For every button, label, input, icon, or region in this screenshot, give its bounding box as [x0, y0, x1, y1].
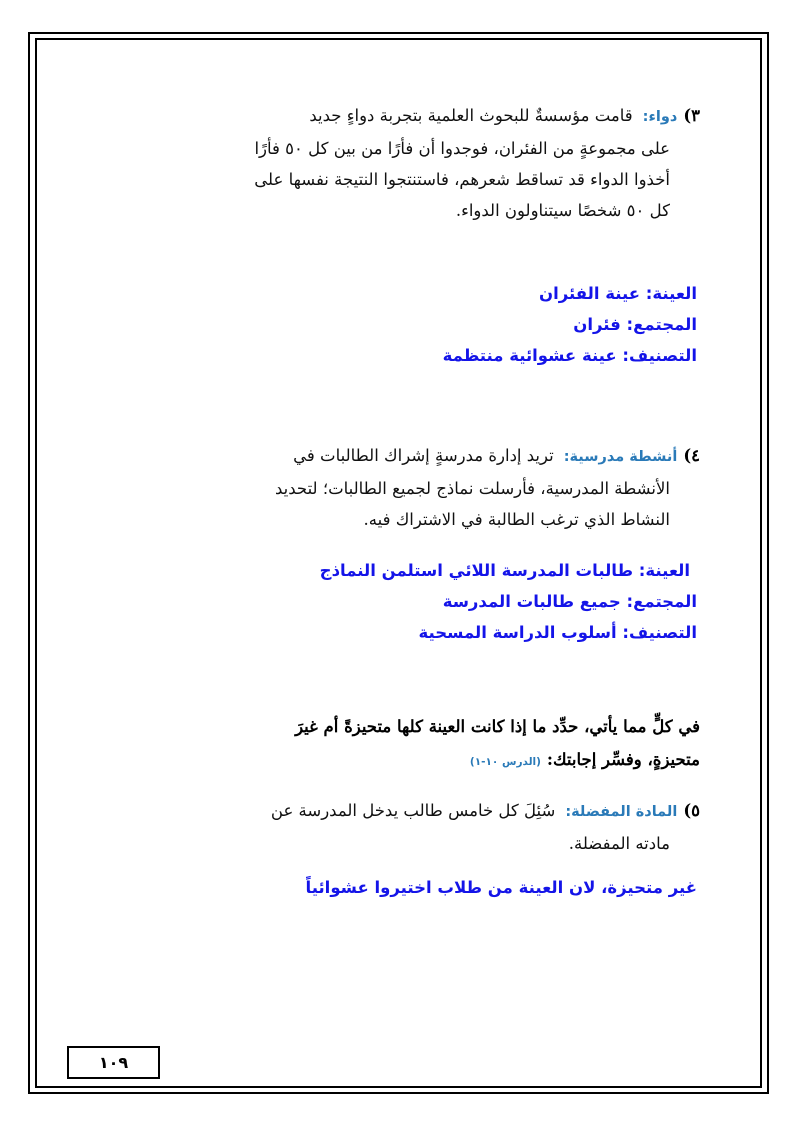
question-4-line-1: [120, 440, 700, 473]
instruction-text: متحيزةٍ، وفسِّر إجابتك:: [546, 750, 700, 769]
answer-q4-population: المجتمع: جميع طالبات المدرسة: [442, 592, 697, 611]
answer-q4-classification: التصنيف: أسلوب الدراسة المسحية: [418, 623, 697, 642]
question-text: قامت مؤسسةٌ للبحوث العلمية بتجربة دواءٍ جديد: [309, 106, 633, 125]
instruction: [100, 710, 700, 779]
question-5-line-2: مادته المفضلة.: [568, 834, 670, 853]
question-number: ٥): [683, 801, 700, 820]
instruction-line-2: [100, 743, 700, 779]
question-text: تريد إدارة مدرسةٍ إشراك الطالبات في: [293, 446, 554, 465]
question-number: ٣): [683, 106, 700, 125]
question-3-line-3: أخذوا الدواء قد تساقط شعرهم، فاستنتجوا النتيجة نفسها على: [254, 170, 670, 189]
question-5-line-1: [100, 795, 700, 828]
question-4: [120, 440, 700, 535]
answer-q5: غير متحيزة، لان العينة من طلاب اختيروا عشوائياً: [305, 878, 697, 897]
question-tag: المادة المفضلة:: [565, 804, 678, 820]
question-5: [100, 795, 700, 859]
instruction-line-1: في كلٍّ مما يأتي، حدِّد ما إذا كانت العينة كلها متحيزةً أم غيرَ: [295, 717, 700, 736]
question-number: ٤): [683, 446, 700, 465]
question-3: [120, 100, 700, 226]
question-text: سُئِلَ كل خامس طالب يدخل المدرسة عن: [270, 801, 556, 820]
question-3-line-2: على مجموعةٍ من الفئران، فوجدوا أن فأرًا من بين كل ٥٠ فأرًا: [254, 139, 670, 158]
question-tag: أنشطة مدرسية:: [563, 449, 678, 465]
question-4-line-3: النشاط الذي ترغب الطالبة في الاشتراك فيه.: [363, 510, 670, 529]
question-tag: دواء:: [642, 109, 678, 125]
question-3-line-4: كل ٥٠ شخصًا سيتناولون الدواء.: [455, 201, 670, 220]
answer-q3-population: المجتمع: فئران: [573, 315, 697, 334]
answer-q4-sample: العينة: طالبات المدرسة اللائي استلمن النماذج: [319, 561, 690, 580]
answer-q3-classification: التصنيف: عينة عشوائية منتظمة: [442, 346, 697, 365]
page-number: ١٠٩: [98, 1053, 129, 1072]
page-number-box: [67, 1046, 160, 1079]
answer-q3-sample: العينة: عينة الفئران: [539, 284, 697, 303]
lesson-reference: (الدرس ١٠-١): [469, 756, 541, 768]
question-4-line-2: الأنشطة المدرسية، فأرسلت نماذج لجميع الطالبات؛ لتحديد: [275, 479, 670, 498]
question-3-line-1: [120, 100, 700, 133]
